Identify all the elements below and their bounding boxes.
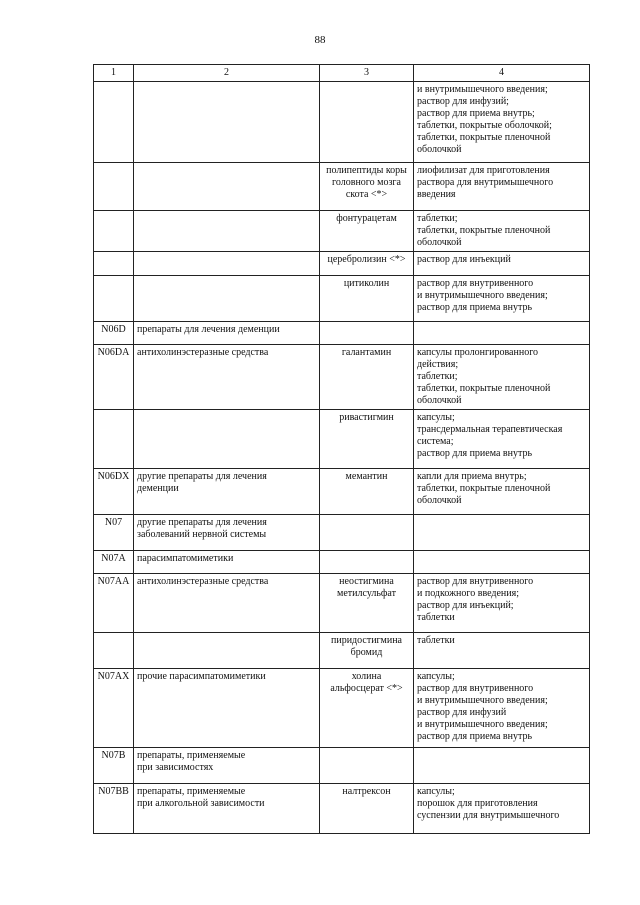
atc-code-cell: N07 xyxy=(94,515,134,551)
dosage-form-line: таблетки xyxy=(417,612,455,623)
group-name-cell xyxy=(134,345,320,410)
group-name-line: парасимпатомиметики xyxy=(137,553,234,564)
substance-line: бромид xyxy=(350,647,383,658)
substance-line: альфосцерат <*> xyxy=(330,683,403,694)
table-row xyxy=(94,633,590,669)
substance-line: галантамин xyxy=(341,347,392,358)
dosage-form-cell xyxy=(414,211,590,252)
dosage-form-line: действия; xyxy=(417,359,459,370)
dosage-form-line: таблетки, покрытые пленочной xyxy=(417,483,551,494)
substance-cell xyxy=(320,163,414,211)
dosage-form-cell xyxy=(414,784,590,834)
group-name-line: при зависимостях xyxy=(137,762,214,773)
group-name-cell xyxy=(134,252,320,276)
dosage-form-line: раствор для внутривенного xyxy=(417,683,534,694)
table-row xyxy=(94,345,590,410)
dosage-form-line: таблетки, покрытые пленочной xyxy=(417,383,551,394)
group-name-cell xyxy=(134,669,320,748)
table-header-row xyxy=(94,65,590,82)
dosage-form-line: оболочкой xyxy=(417,495,462,506)
substance-line: цитиколин xyxy=(343,278,390,289)
dosage-form-line: раствор для внутривенного xyxy=(417,278,534,289)
dosage-form-cell xyxy=(414,163,590,211)
group-name-cell xyxy=(134,276,320,322)
substance-line: полипептиды коры xyxy=(326,165,407,176)
dosage-form-line: таблетки; xyxy=(417,213,458,224)
group-name-line: препараты, применяемые xyxy=(137,786,246,797)
group-name-cell xyxy=(134,784,320,834)
dosage-form-cell xyxy=(414,469,590,515)
table-row xyxy=(94,669,590,748)
atc-code-cell: N07B xyxy=(94,748,134,784)
atc-code-cell: N06D xyxy=(94,322,134,345)
table-row xyxy=(94,211,590,252)
dosage-form-line: раствор для инъекций; xyxy=(417,600,514,611)
dosage-form-cell xyxy=(414,748,590,784)
page-number: 88 xyxy=(314,34,326,46)
table-row xyxy=(94,469,590,515)
group-name-line: другие препараты для лечения xyxy=(137,517,267,528)
dosage-form-cell xyxy=(414,252,590,276)
substance-line: головного мозга xyxy=(332,177,401,188)
substance-line: метилсульфат xyxy=(337,588,396,599)
dosage-form-line: капсулы; xyxy=(417,671,455,682)
column-header-1: 1 xyxy=(94,65,134,82)
atc-code-cell xyxy=(94,82,134,163)
table-row xyxy=(94,410,590,469)
substance-cell xyxy=(320,252,414,276)
dosage-form-line: раствор для инъекций xyxy=(417,254,511,265)
dosage-form-line: раствор для приема внутрь; xyxy=(417,108,535,119)
group-name-cell xyxy=(134,551,320,574)
substance-cell xyxy=(320,345,414,410)
table-row xyxy=(94,163,590,211)
dosage-form-line: капли для приема внутрь; xyxy=(417,471,527,482)
atc-code-cell xyxy=(94,163,134,211)
dosage-form-cell xyxy=(414,574,590,633)
group-name-line: препараты, применяемые xyxy=(137,750,246,761)
substance-cell xyxy=(320,574,414,633)
atc-code-cell xyxy=(94,276,134,322)
dosage-form-line: порошок для приготовления xyxy=(417,798,538,809)
substance-cell xyxy=(320,410,414,469)
dosage-form-line: раствор для приема внутрь xyxy=(417,448,533,459)
table-row xyxy=(94,82,590,163)
substance-cell xyxy=(320,211,414,252)
group-name-line: препараты для лечения деменции xyxy=(137,324,280,335)
dosage-form-line: таблетки, покрытые пленочной xyxy=(417,225,551,236)
group-name-line: антихолинэстеразные средства xyxy=(137,576,269,587)
column-header-3: 3 xyxy=(320,65,414,82)
group-name-cell xyxy=(134,82,320,163)
substance-line: пиридостигмина xyxy=(331,635,402,646)
dosage-form-line: раствор для приема внутрь xyxy=(417,302,533,313)
group-name-line: другие препараты для лечения xyxy=(137,471,267,482)
group-name-cell xyxy=(134,748,320,784)
group-name-line: заболеваний нервной системы xyxy=(137,529,267,540)
substance-cell xyxy=(320,633,414,669)
substance-cell xyxy=(320,276,414,322)
dosage-form-line: раствор для инфузий; xyxy=(417,96,509,107)
group-name-cell xyxy=(134,469,320,515)
atc-code-cell: N07BB xyxy=(94,784,134,834)
dosage-form-line: и внутримышечного введения; xyxy=(417,290,548,301)
atc-code-cell: N06DA xyxy=(94,345,134,410)
dosage-form-line: оболочкой xyxy=(417,395,462,406)
dosage-form-cell xyxy=(414,345,590,410)
atc-code-cell xyxy=(94,410,134,469)
dosage-form-line: оболочкой xyxy=(417,237,462,248)
substance-cell xyxy=(320,322,414,345)
group-name-cell xyxy=(134,322,320,345)
dosage-form-cell xyxy=(414,669,590,748)
atc-code-cell xyxy=(94,211,134,252)
dosage-form-cell xyxy=(414,551,590,574)
group-name-line: деменции xyxy=(137,483,179,494)
atc-code-cell: N07AX xyxy=(94,669,134,748)
group-name-cell xyxy=(134,163,320,211)
dosage-form-line: таблетки, покрытые пленочной xyxy=(417,132,551,143)
group-name-line: при алкогольной зависимости xyxy=(137,798,265,809)
table-row xyxy=(94,574,590,633)
group-name-cell xyxy=(134,633,320,669)
table-body xyxy=(94,65,590,834)
dosage-form-cell xyxy=(414,410,590,469)
substance-cell xyxy=(320,515,414,551)
dosage-form-line: и внутримышечного введения; xyxy=(417,719,548,730)
dosage-form-line: и подкожного введения; xyxy=(417,588,520,599)
dosage-form-line: таблетки, покрытые оболочкой; xyxy=(417,120,552,131)
dosage-form-line: капсулы; xyxy=(417,786,455,797)
dosage-form-line: лиофилизат для приготовления xyxy=(417,165,550,176)
dosage-form-cell xyxy=(414,276,590,322)
drug-table xyxy=(93,64,590,834)
substance-line: налтрексон xyxy=(342,786,391,797)
substance-cell xyxy=(320,82,414,163)
dosage-form-cell xyxy=(414,633,590,669)
atc-code-cell: N06DX xyxy=(94,469,134,515)
dosage-form-cell xyxy=(414,322,590,345)
dosage-form-line: и внутримышечного введения; xyxy=(417,695,548,706)
table-row xyxy=(94,322,590,345)
dosage-form-line: раствор для приема внутрь xyxy=(417,731,533,742)
table-row xyxy=(94,784,590,834)
substance-line: холина xyxy=(351,671,382,682)
group-name-cell xyxy=(134,211,320,252)
dosage-form-line: суспензии для внутримышечного xyxy=(417,810,560,821)
atc-code-cell: N07A xyxy=(94,551,134,574)
dosage-form-cell xyxy=(414,82,590,163)
substance-cell xyxy=(320,748,414,784)
group-name-line: антихолинэстеразные средства xyxy=(137,347,269,358)
table-row xyxy=(94,551,590,574)
table-row xyxy=(94,748,590,784)
group-name-line: прочие парасимпатомиметики xyxy=(137,671,266,682)
substance-line: ривастигмин xyxy=(339,412,394,423)
substance-line: мемантин xyxy=(345,471,388,482)
table-row xyxy=(94,515,590,551)
substance-line: церебролизин <*> xyxy=(327,254,406,265)
group-name-cell xyxy=(134,515,320,551)
dosage-form-line: оболочкой xyxy=(417,144,462,155)
table-row xyxy=(94,276,590,322)
dosage-form-cell xyxy=(414,515,590,551)
column-header-4: 4 xyxy=(414,65,590,82)
dosage-form-line: система; xyxy=(417,436,454,447)
dosage-form-line: таблетки; xyxy=(417,371,458,382)
substance-line: скота <*> xyxy=(345,189,388,200)
substance-cell xyxy=(320,784,414,834)
dosage-form-line: введения xyxy=(417,189,456,200)
substance-cell xyxy=(320,551,414,574)
substance-line: фонтурацетам xyxy=(336,213,397,224)
dosage-form-line: капсулы; xyxy=(417,412,455,423)
table-row xyxy=(94,252,590,276)
dosage-form-line: таблетки xyxy=(417,635,455,646)
column-header-2: 2 xyxy=(134,65,320,82)
substance-cell xyxy=(320,469,414,515)
atc-code-cell xyxy=(94,633,134,669)
dosage-form-line: капсулы пролонгированного xyxy=(417,347,539,358)
substance-line: неостигмина xyxy=(339,576,394,587)
dosage-form-line: раствор для внутривенного xyxy=(417,576,534,587)
atc-code-cell: N07AA xyxy=(94,574,134,633)
group-name-cell xyxy=(134,574,320,633)
dosage-form-line: трансдермальная терапевтическая xyxy=(417,424,563,435)
atc-code-cell xyxy=(94,252,134,276)
dosage-form-line: раствор для инфузий xyxy=(417,707,507,718)
dosage-form-line: и внутримышечного введения; xyxy=(417,84,548,95)
group-name-cell xyxy=(134,410,320,469)
dosage-form-line: раствора для внутримышечного xyxy=(417,177,554,188)
substance-cell xyxy=(320,669,414,748)
